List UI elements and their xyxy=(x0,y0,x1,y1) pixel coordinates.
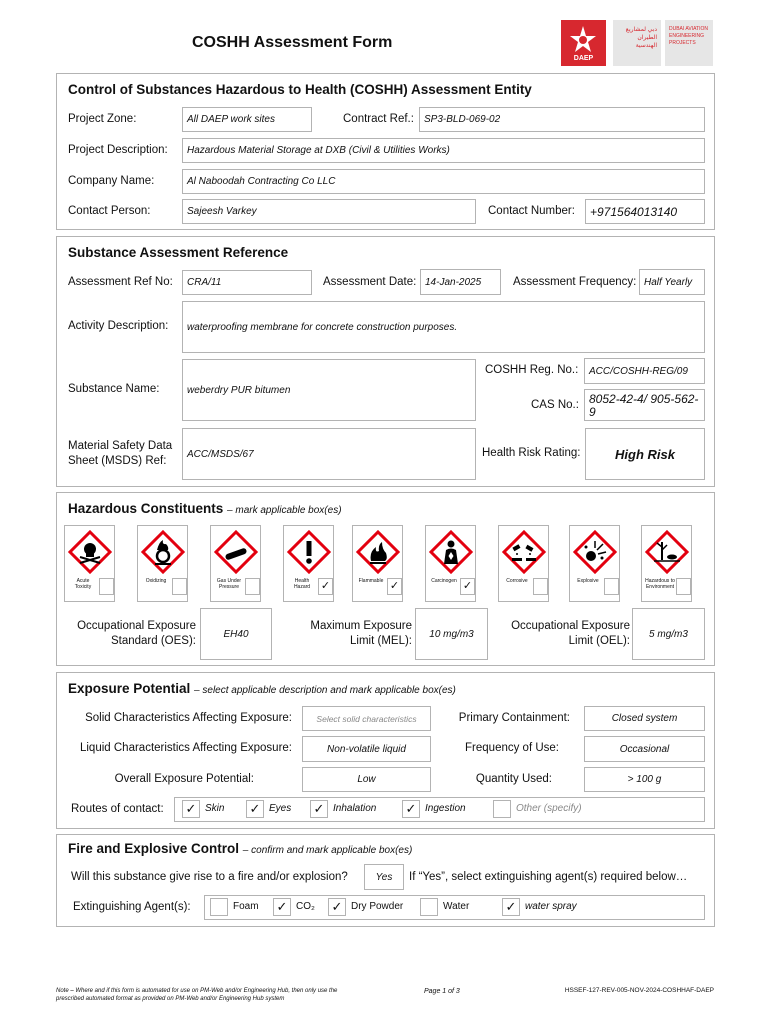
hazard-label: Flammable xyxy=(358,578,384,584)
frequency-of-use-select[interactable]: Occasional xyxy=(584,736,705,762)
exposure-subtitle: – select applicable description and mark applicable box(es) xyxy=(194,685,456,696)
fire-question-label: Will this substance give rise to a fire and/or explosion? xyxy=(71,871,348,883)
flame-over-circle-icon xyxy=(141,530,185,574)
footer-doc-code: HSSEF-127-REV-005-NOV-2024-COSHHAF-DAEP xyxy=(564,987,714,994)
agent-co2-checkbox[interactable]: ✓ xyxy=(273,898,291,916)
logo-emblem xyxy=(561,20,606,66)
entity-section-title: Control of Substances Hazardous to Health (COSHH) Assessment Entity xyxy=(68,82,532,97)
company-name-label: Company Name: xyxy=(68,175,155,187)
hazard-label: Explosive xyxy=(577,578,599,584)
route-other-checkbox[interactable] xyxy=(493,800,511,818)
substance-name-field[interactable]: weberdry PUR bitumen xyxy=(182,359,476,421)
footer-page-number: Page 1 of 3 xyxy=(424,988,460,995)
hazard-card-carcinogen[interactable] xyxy=(425,525,476,602)
extinguishing-agents-label: Extinguishing Agent(s): xyxy=(73,901,191,913)
hazard-card-explosive[interactable] xyxy=(569,525,620,602)
logo-english-text: DUBAI AVIATION ENGINEERING PROJECTS xyxy=(669,26,708,46)
assessment-ref-field[interactable]: CRA/11 xyxy=(182,270,312,295)
hazard-card-acute-toxicity[interactable] xyxy=(64,525,115,602)
logo-arabic-block xyxy=(613,20,661,66)
route-skin-checkbox[interactable]: ✓ xyxy=(182,800,200,818)
hazard-label: Carcinogen xyxy=(431,578,457,584)
agent-water-checkbox[interactable] xyxy=(420,898,438,916)
overall-exposure-label: Overall Exposure Potential: xyxy=(114,773,254,785)
primary-containment-label: Primary Containment: xyxy=(458,712,570,724)
hazard-card-oxidizing[interactable] xyxy=(137,525,188,602)
logo-text: DAEP xyxy=(573,55,594,62)
hazard-card-environment[interactable] xyxy=(641,525,692,602)
activity-description-label: Activity Description: xyxy=(68,320,169,332)
project-description-field[interactable]: Hazardous Material Storage at DXB (Civil & Utilities Works) xyxy=(182,138,705,163)
hazard-label: Health Hazard xyxy=(293,578,311,590)
agent-dry-powder-label: Dry Powder xyxy=(351,901,404,912)
hazard-checkbox[interactable] xyxy=(604,578,619,595)
route-eyes-label: Eyes xyxy=(269,803,292,814)
route-inhalation-label: Inhalation xyxy=(333,803,377,814)
oel-label-line2: Limit (OEL): xyxy=(568,635,630,647)
skull-icon xyxy=(68,530,112,574)
route-ingestion-label: Ingestion xyxy=(425,803,466,814)
footer-note-line2: prescribed automated format as provided on PM-Web and/or Engineering Hub system xyxy=(56,996,285,1002)
hazard-checkbox[interactable] xyxy=(676,578,691,595)
hazard-checkbox[interactable] xyxy=(245,578,260,595)
coshh-reg-field[interactable]: ACC/COSHH-REG/09 xyxy=(584,358,705,384)
health-risk-field[interactable]: High Risk xyxy=(585,428,705,480)
contact-number-label: Contact Number: xyxy=(488,205,575,217)
agent-water-spray-label: water spray xyxy=(525,901,577,912)
flame-icon xyxy=(356,530,400,574)
oes-label-line2: Standard (OES): xyxy=(110,635,196,647)
agent-water-label: Water xyxy=(443,901,470,912)
quantity-used-label: Quantity Used: xyxy=(475,773,552,785)
route-eyes-checkbox[interactable]: ✓ xyxy=(246,800,264,818)
hazard-card-corrosive[interactable] xyxy=(498,525,549,602)
hazard-label: Acute Toxicity xyxy=(74,578,92,590)
assessment-frequency-label: Assessment Frequency: xyxy=(513,276,637,288)
company-name-field[interactable]: Al Naboodah Contracting Co LLC xyxy=(182,169,705,194)
exploding-bomb-icon xyxy=(573,530,617,574)
quantity-used-select[interactable]: > 100 g xyxy=(584,767,705,792)
assessment-frequency-field[interactable]: Half Yearly xyxy=(639,269,705,295)
contact-number-field[interactable]: +971564013140 xyxy=(585,199,705,224)
msds-label-line2: Sheet (MSDS) Ref: xyxy=(68,455,167,467)
mel-field[interactable]: 10 mg/m3 xyxy=(415,608,488,660)
environment-icon xyxy=(645,530,689,574)
daep-logo xyxy=(561,20,713,66)
assessment-ref-label: Assessment Ref No: xyxy=(68,276,173,288)
msds-ref-field[interactable]: ACC/MSDS/67 xyxy=(182,428,476,480)
liquid-characteristics-label: Liquid Characteristics Affecting Exposure: xyxy=(79,742,292,754)
assessment-date-label: Assessment Date: xyxy=(323,276,417,288)
exclamation-icon xyxy=(287,530,331,574)
logo-english-block xyxy=(665,20,713,66)
project-zone-label: Project Zone: xyxy=(68,113,137,125)
liquid-characteristics-select[interactable]: Non-volatile liquid xyxy=(302,736,431,762)
fire-answer-field[interactable]: Yes xyxy=(364,864,404,890)
hazard-checkbox[interactable] xyxy=(99,578,114,595)
hazard-checkbox[interactable]: ✓ xyxy=(387,578,402,595)
agent-water-spray-checkbox[interactable]: ✓ xyxy=(502,898,520,916)
contract-ref-label: Contract Ref.: xyxy=(343,113,414,125)
solid-characteristics-select[interactable]: Select solid characteristics xyxy=(302,706,431,731)
agent-foam-checkbox[interactable] xyxy=(210,898,228,916)
oes-field[interactable]: EH40 xyxy=(200,608,272,660)
hazard-checkbox[interactable] xyxy=(172,578,187,595)
routes-of-contact-label: Routes of contact: xyxy=(71,803,164,815)
hazards-section-title xyxy=(68,501,342,516)
overall-exposure-select[interactable]: Low xyxy=(302,767,431,792)
hazard-label: Corrosive xyxy=(506,578,528,584)
project-zone-field[interactable]: All DAEP work sites xyxy=(182,107,312,132)
fire-subtitle: – confirm and mark applicable box(es) xyxy=(242,845,413,856)
logo-arabic-text: دبي لمشاريع الطيران الهندسية xyxy=(625,27,657,49)
footer-note-line1: Note – Where and if this form is automated for use on PM-Web and/or Engineering Hub, then only use the xyxy=(56,988,338,994)
hazard-checkbox[interactable]: ✓ xyxy=(460,578,475,595)
substance-section-title: Substance Assessment Reference xyxy=(68,245,289,260)
route-ingestion-checkbox[interactable]: ✓ xyxy=(402,800,420,818)
substance-name-label: Substance Name: xyxy=(68,383,160,395)
fire-section-title xyxy=(68,841,412,856)
fire-followup-text: If “Yes”, select extinguishing agent(s) required below… xyxy=(409,871,688,883)
hazard-card-health-hazard[interactable] xyxy=(283,525,334,602)
cas-number-label: CAS No.: xyxy=(531,399,579,411)
activity-description-field[interactable]: waterproofing membrane for concrete construction purposes. xyxy=(182,301,705,353)
mel-label-line2: Limit (MEL): xyxy=(350,635,412,647)
fire-title-text: Fire and Explosive Control xyxy=(68,841,240,856)
hazard-label: Oxidizing xyxy=(145,578,167,584)
frequency-of-use-label: Frequency of Use: xyxy=(465,742,559,754)
hazard-checkbox[interactable]: ✓ xyxy=(318,578,333,595)
health-hazard-icon xyxy=(429,530,473,574)
hazard-card-gas-under-pressure[interactable] xyxy=(210,525,261,602)
health-risk-label: Health Risk Rating: xyxy=(482,447,581,459)
oes-label-line1: Occupational Exposure xyxy=(77,620,196,632)
solid-characteristics-label: Solid Characteristics Affecting Exposure: xyxy=(85,712,292,724)
form-title: COSHH Assessment Form xyxy=(192,34,393,51)
msds-label-line1: Material Safety Data xyxy=(68,440,173,452)
hazard-card-flammable[interactable] xyxy=(352,525,403,602)
route-other-label: Other (specify) xyxy=(516,803,582,814)
exposure-section-title xyxy=(68,681,456,696)
oel-field[interactable]: 5 mg/m3 xyxy=(632,608,705,660)
route-skin-label: Skin xyxy=(205,803,225,814)
gas-cylinder-icon xyxy=(214,530,258,574)
cas-number-field[interactable]: 8052-42-4/ 905-562-9 xyxy=(584,389,705,421)
corrosion-icon xyxy=(502,530,546,574)
hazards-title-text: Hazardous Constituents xyxy=(68,501,224,516)
contact-person-field[interactable]: Sajeesh Varkey xyxy=(182,199,476,224)
hazards-subtitle: – mark applicable box(es) xyxy=(227,505,342,516)
assessment-date-field[interactable]: 14-Jan-2025 xyxy=(420,269,501,295)
hazard-checkbox[interactable] xyxy=(533,578,548,595)
agent-co2-label: CO₂ xyxy=(296,901,315,912)
oel-label-line1: Occupational Exposure xyxy=(511,620,630,632)
agent-foam-label: Foam xyxy=(233,901,259,912)
primary-containment-select[interactable]: Closed system xyxy=(584,706,705,731)
contract-ref-field[interactable]: SP3-BLD-069-02 xyxy=(419,107,705,132)
agent-dry-powder-checkbox[interactable]: ✓ xyxy=(328,898,346,916)
project-description-label: Project Description: xyxy=(68,144,168,156)
contact-person-label: Contact Person: xyxy=(68,205,151,217)
exposure-title-text: Exposure Potential xyxy=(68,681,191,696)
route-inhalation-checkbox[interactable]: ✓ xyxy=(310,800,328,818)
hazard-label: Gas Under Pressure xyxy=(216,578,242,590)
coshh-reg-label: COSHH Reg. No.: xyxy=(485,364,579,376)
hazard-label: Hazardous to Environment xyxy=(645,578,675,590)
mel-label-line1: Maximum Exposure xyxy=(310,620,412,632)
